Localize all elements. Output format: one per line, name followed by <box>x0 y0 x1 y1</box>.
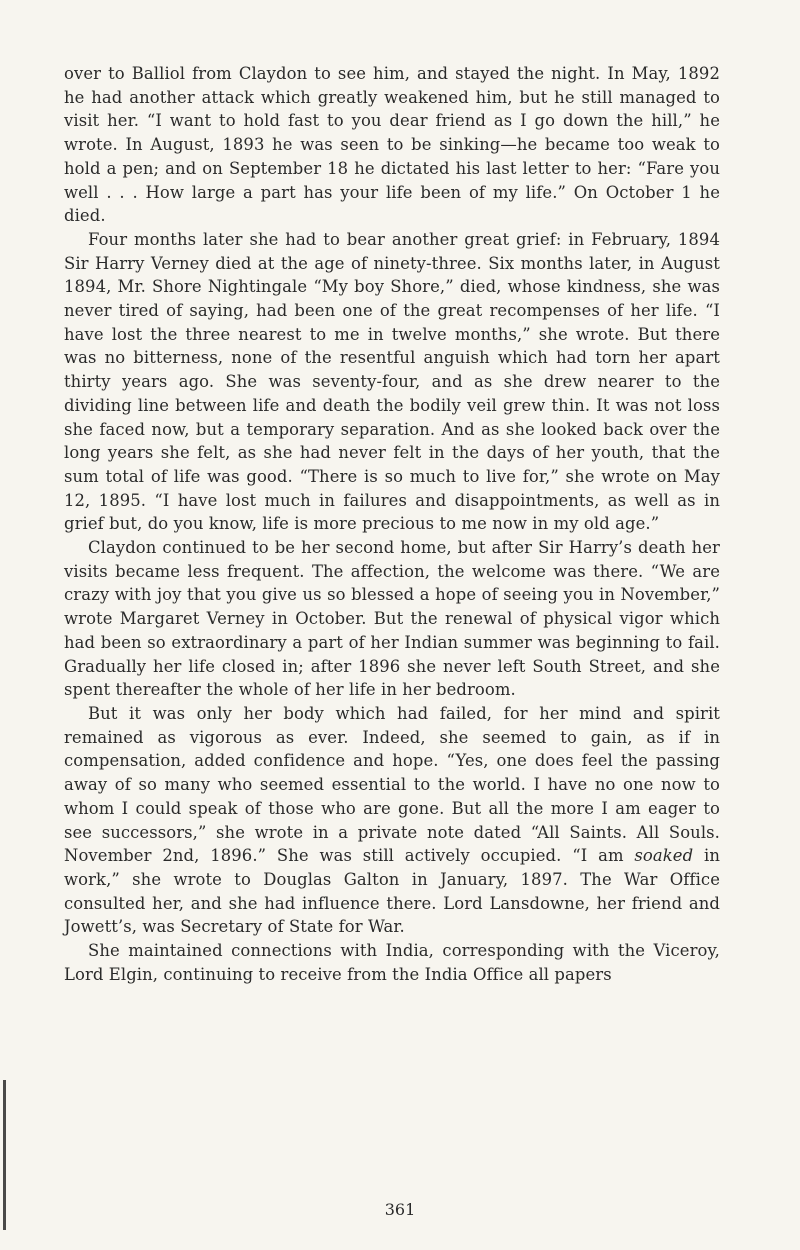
paragraph-2: Four months later she had to bear another great grief: in February, 1894 Sir Harry Verney died at the age of ninety-three. Six months later, in August 1894, Mr. Shore Nightingale “My boy Shore,” died, whose kindness, she was never tired of saying, had been one of the great recompenses of her life. “I have lost the three nearest to me in twelve months,” she wrote. But there was no bitterness, none of the resentful anguish which had torn her apart thirty years ago. She was seventy-four, and as she drew nearer to the dividing line between life and death the bodily veil grew thin. It was not loss she faced now, but a temporary separation. And as she looked back over the long years she felt, as she had never felt in the days of her youth, that the sum total of life was good. “There is so much to live for,” she wrote on May 12, 1895. “I have lost much in failures and disappointments, as well as in grief but, do you know, life is more precious to me now in my old age.” <box>64 229 720 534</box>
page-number: 361 <box>384 1200 416 1219</box>
paragraph-4-text-b: in work,” she wrote to Douglas Galton in January, 1897. The War Office consulted her, and she had influence there. Lord Lansdowne, her friend and Jowett’s, was Secretary of State for War. <box>64 846 720 937</box>
paragraph-3: Claydon continued to be her second home, but after Sir Harry’s death her visits became less frequent. The affection, the welcome was there. “We are crazy with joy that you give us so blessed a hope of seeing you in November,” wrote Margaret Verney in October. But the renewal of physical vigor which had been so extraordinary a part of her Indian summer was beginning to fail. Gradually her life closed in; after 1896 she never left South Street, and she spent thereafter the whole of her life in her bedroom. <box>64 538 720 700</box>
page-body <box>64 62 720 986</box>
emphasis-soaked: soaked <box>634 846 694 866</box>
paragraph-5: She maintained connections with India, corresponding with the Viceroy, Lord Elgin, continuing to receive from the India Office all papers <box>64 941 720 984</box>
page-edge-shadow <box>3 1080 6 1230</box>
paragraph-4-text-a: But it was only her body which had failed, for her mind and spirit remained as vigorous as ever. Indeed, she seemed to gain, as if in compensation, added confidence and hope. “Yes, one does feel the passing away of so many who seemed essential to the world. I have no one now to whom I could speak of those who are gone. But all the more I am eager to see successors,” she wrote in a private note dated “All Saints. All Souls. November 2nd, 1896.” She was still actively occupied. “I am <box>64 703 720 866</box>
paragraph-1: over to Balliol from Claydon to see him, and stayed the night. In May, 1892 he had another attack which greatly weakened him, but he still managed to visit her. “I want to hold fast to you dear friend as I go down the hill,” he wrote. In August, 1893 he was seen to be sinking—he became too weak to hold a pen; and on September 18 he dictated his last letter to her: “Fare you well . . . How large a part has your life been of my life.” On October 1 he died. <box>64 64 720 226</box>
paragraph-4 <box>64 702 720 939</box>
